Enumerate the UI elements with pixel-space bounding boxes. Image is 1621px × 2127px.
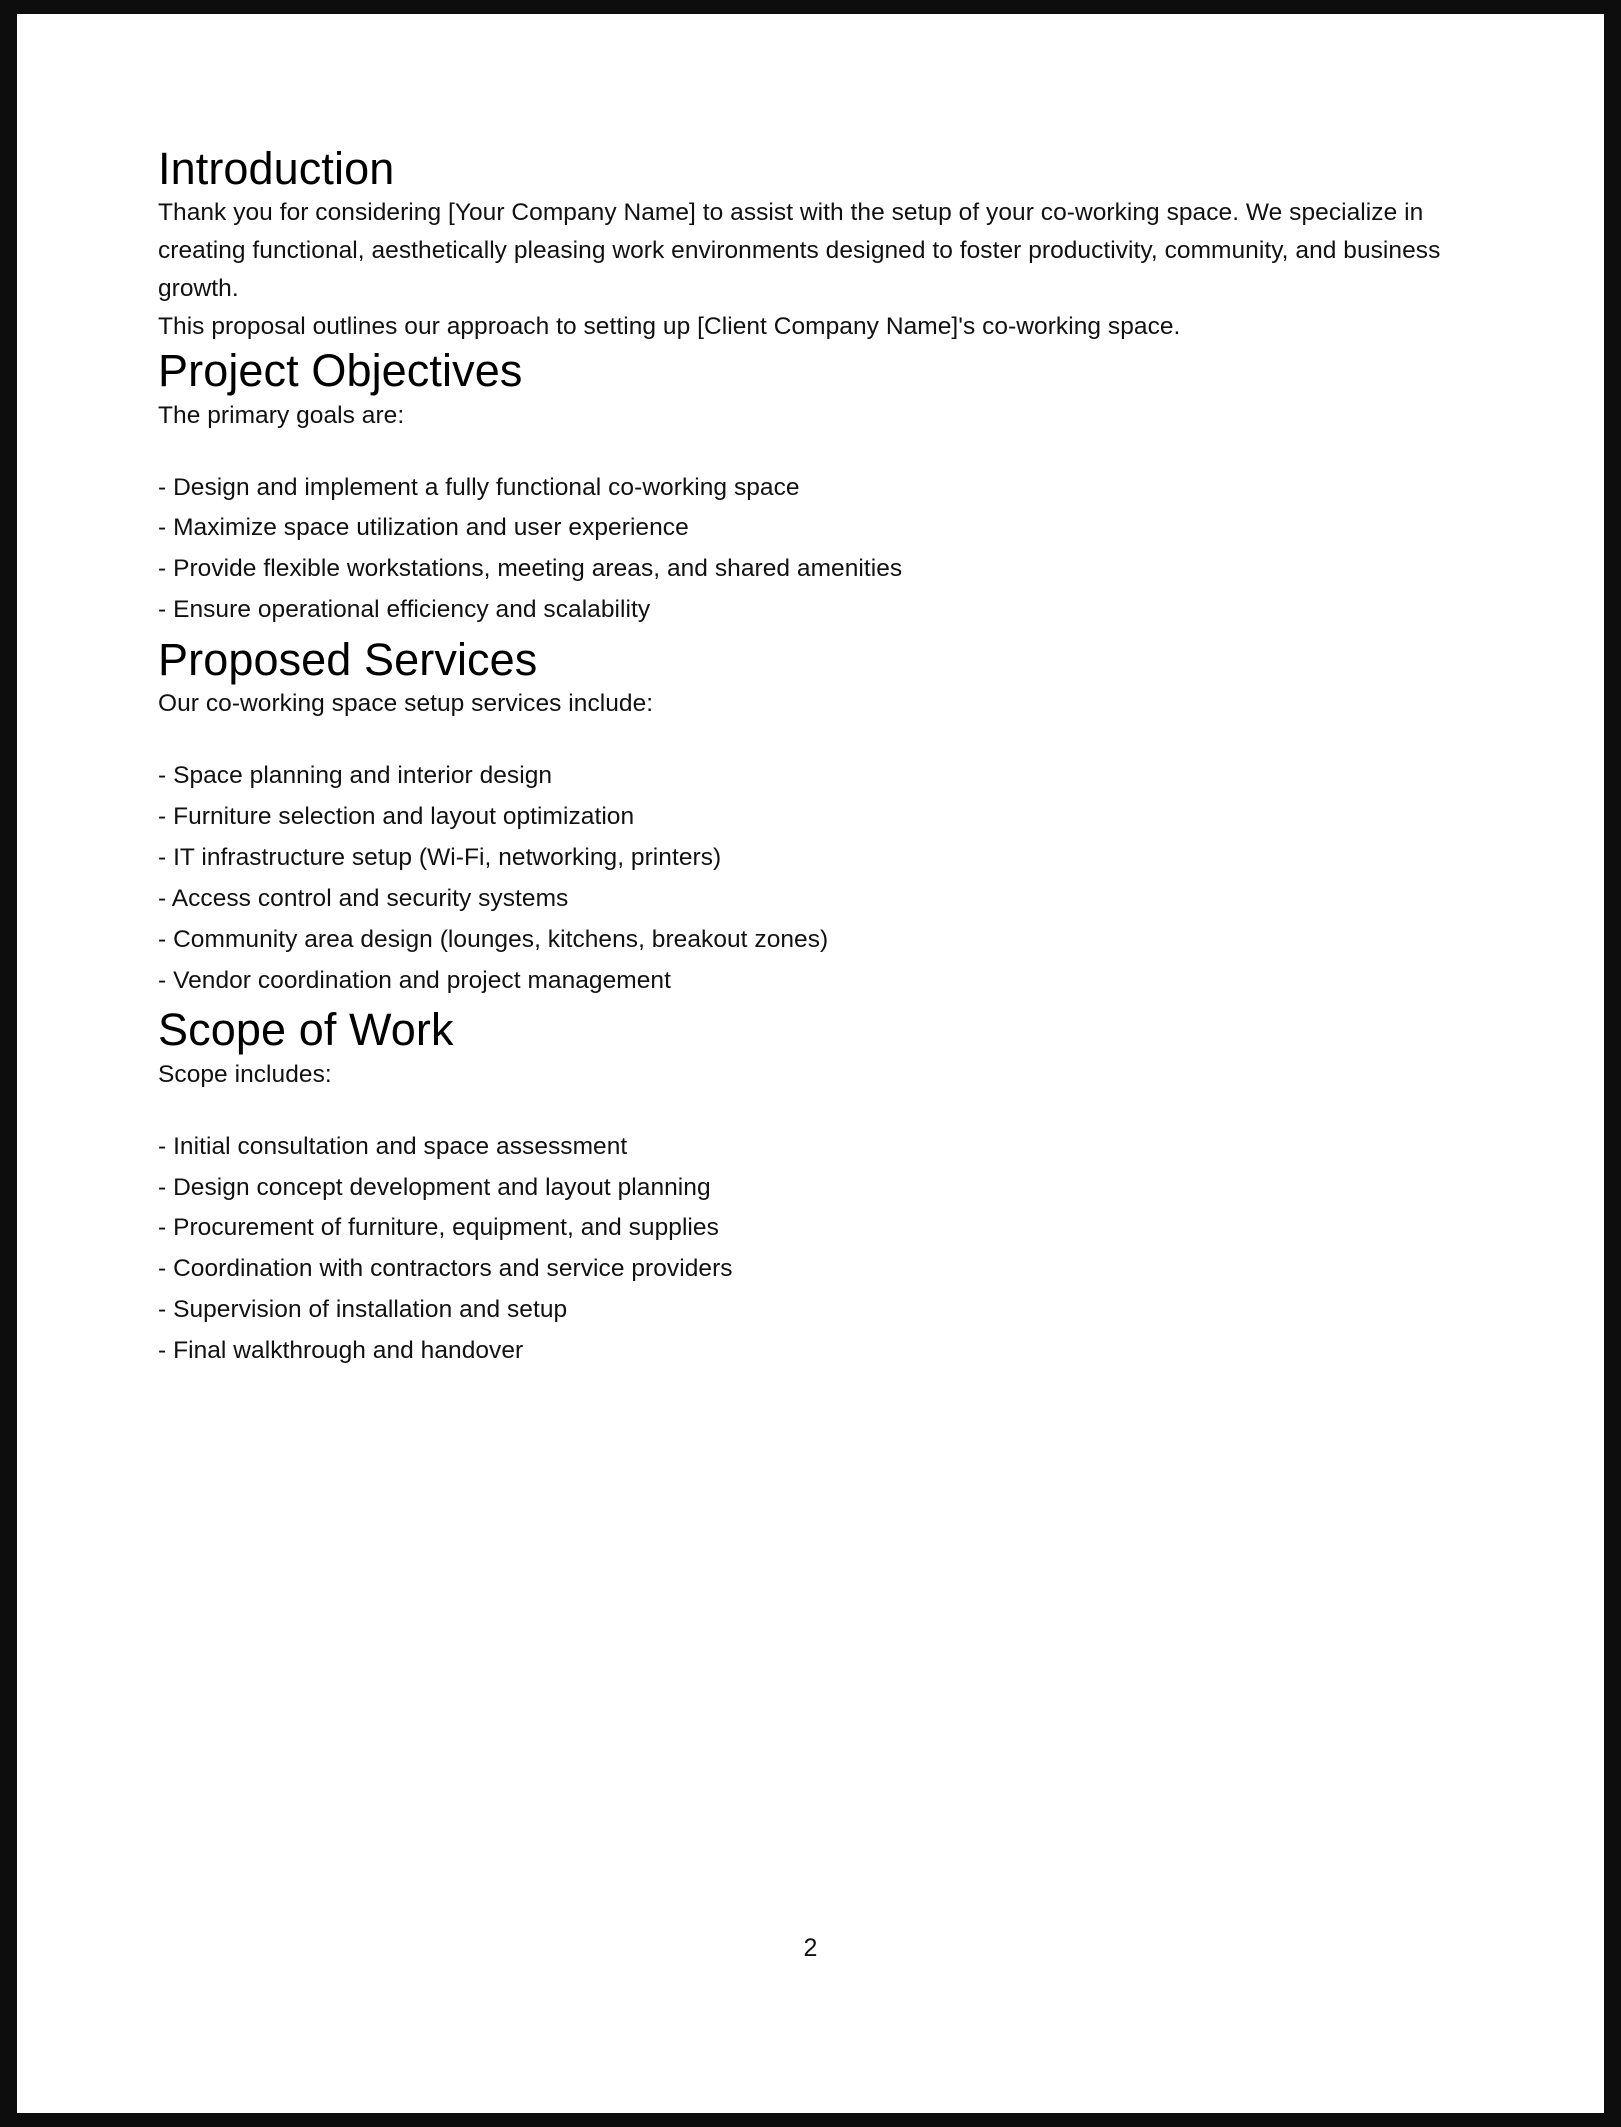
list-item: - Initial consultation and space assessment: [158, 1132, 628, 1160]
section-scope-of-work: [158, 1005, 1458, 1366]
list-item: - Community area design (lounges, kitchens, breakout zones): [158, 925, 829, 953]
section-heading-introduction: Introduction: [158, 143, 395, 194]
document-content: [158, 144, 1458, 1376]
list-item: - Vendor coordination and project management: [158, 966, 671, 994]
list-item: - Ensure operational efficiency and scalability: [158, 596, 651, 624]
list-item: - Access control and security systems: [158, 884, 569, 912]
list-item: - IT infrastructure setup (Wi-Fi, networking, printers): [158, 844, 722, 872]
list-item: - Design concept development and layout planning: [158, 1173, 711, 1201]
section-proposed-services: [158, 635, 1458, 996]
list-item: - Furniture selection and layout optimization: [158, 803, 635, 831]
section-heading-scope-of-work: Scope of Work: [158, 1004, 454, 1056]
introduction-paragraph-1: Thank you for considering [Your Company Name] to assist with the setup of your co-working space. We specialize in creating functional, aesthetically pleasing work environments designed to foster productivity, community, and business growth.: [158, 199, 1441, 303]
section-heading-proposed-services: Proposed Services: [158, 634, 538, 685]
proposed-services-list: [158, 760, 1458, 996]
list-item: - Maximize space utilization and user experience: [158, 514, 689, 542]
introduction-paragraph-2: This proposal outlines our approach to setting up [Client Company Name]'s co-working space.: [158, 313, 1181, 341]
project-objectives-list: [158, 472, 1458, 626]
list-item: - Design and implement a fully functional co-working space: [158, 473, 800, 501]
list-item: - Procurement of furniture, equipment, and supplies: [158, 1214, 719, 1242]
section-project-objectives: [158, 346, 1458, 626]
page-number: 2: [803, 1934, 818, 1962]
list-item: - Supervision of installation and setup: [158, 1296, 568, 1324]
scope-of-work-list: [158, 1131, 1458, 1367]
scope-of-work-lead-in: Scope includes:: [158, 1060, 332, 1088]
proposed-services-lead-in: Our co-working space setup services include:: [158, 690, 654, 718]
project-objectives-lead-in: The primary goals are:: [158, 401, 405, 429]
list-item: - Space planning and interior design: [158, 762, 553, 790]
section-introduction: [158, 144, 1458, 346]
list-item: - Final walkthrough and handover: [158, 1337, 524, 1364]
section-heading-project-objectives: Project Objectives: [158, 345, 523, 397]
list-item: - Provide flexible workstations, meeting areas, and shared amenities: [158, 555, 903, 583]
list-item: - Coordination with contractors and service providers: [158, 1255, 733, 1283]
page-sheet: [17, 14, 1604, 2113]
